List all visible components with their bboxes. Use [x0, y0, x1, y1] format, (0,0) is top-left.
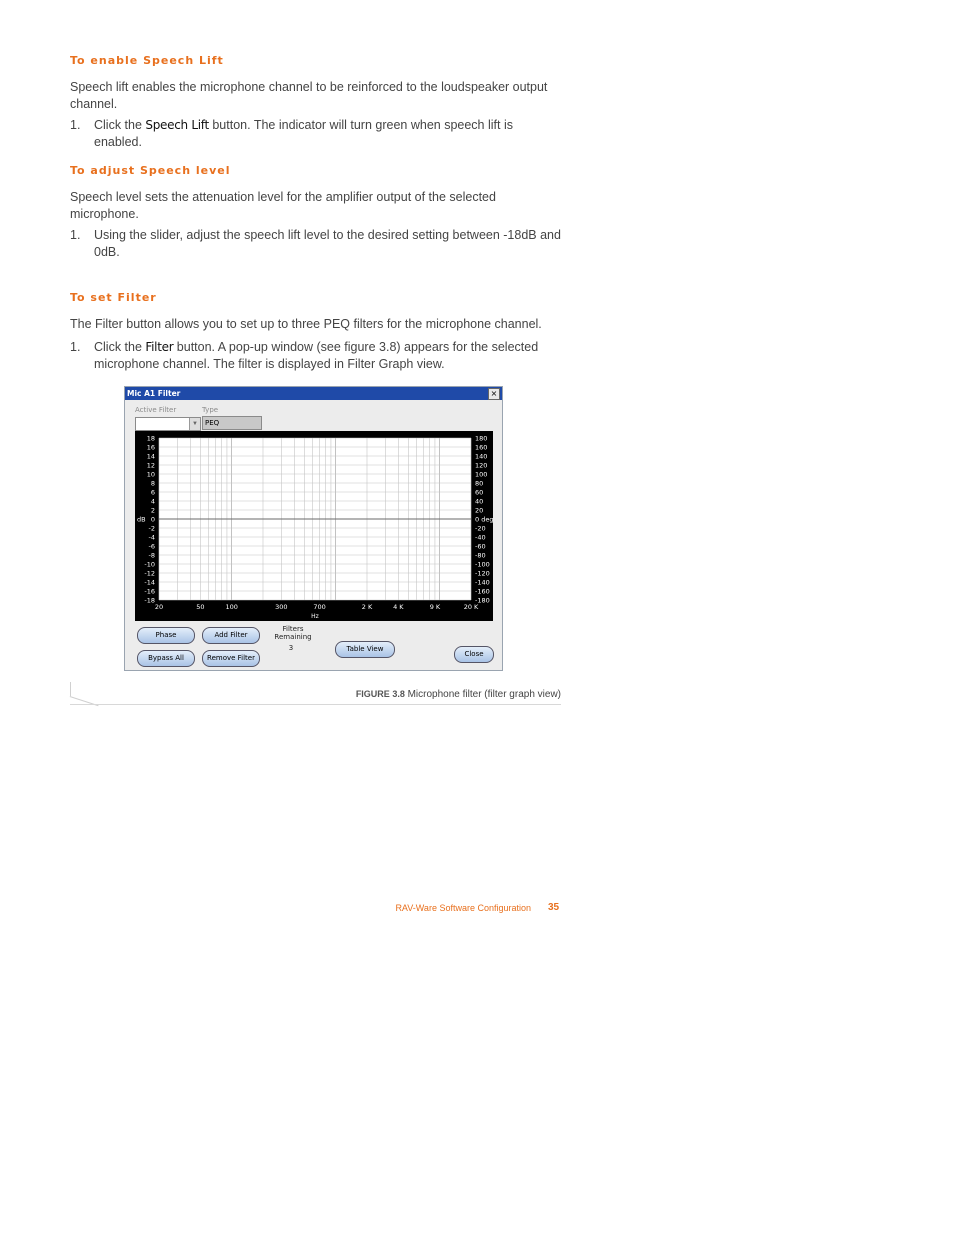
caption-rule	[70, 682, 71, 696]
close-icon[interactable]: ×	[488, 388, 500, 400]
y-tick-label: -12	[144, 569, 155, 578]
type-field: PEQ	[202, 416, 262, 430]
y-tick-label: -8	[148, 551, 155, 560]
y-tick-label: 8	[150, 479, 155, 488]
y-tick-label: 6	[150, 488, 155, 497]
active-filter-label: Active Filter	[135, 406, 177, 414]
step-number: 1.	[70, 228, 81, 242]
x-tick-label: 20 K	[463, 603, 479, 611]
x-axis-label: Hz	[311, 613, 319, 620]
y2-tick-label: -180	[475, 596, 490, 605]
y-tick-label: -2	[148, 524, 155, 533]
type-label: Type	[202, 406, 219, 414]
step-number: 1.	[70, 118, 81, 132]
section-heading-speech-lift: To enable Speech Lift	[70, 54, 224, 67]
section-body-filter: The Filter button allows you to set up to three PEQ filters for the microphone channel.	[70, 317, 542, 331]
figure-label: FIGURE 3.8	[355, 689, 405, 699]
step-text: Using the slider, adjust the speech lift level to the desired setting between -18dB and 0dB.	[94, 228, 561, 259]
y-tick-label: 18	[146, 434, 155, 443]
step-text: button. A pop-up window (see figure 3.8) appears for the selected microphone channel. The filter is displayed in Filter Graph view.	[94, 340, 539, 371]
y-tick-label: 10	[146, 470, 155, 479]
y2-tick-label: -20	[475, 524, 486, 533]
y-tick-label: -16	[144, 587, 155, 596]
x-tick-label: 2 K	[361, 603, 373, 611]
x-tick-label: 9 K	[429, 603, 441, 611]
ui-term-filter: Filter	[145, 340, 174, 354]
filters-remaining-label: Filters Remaining	[274, 625, 312, 641]
dialog-title: Mic A1 Filter	[127, 389, 181, 398]
filters-remaining-value: 3	[288, 644, 294, 652]
page-number: 35	[548, 902, 560, 913]
y-tick-label: -6	[148, 542, 155, 551]
y-tick-label: -10	[144, 560, 155, 569]
x-tick-label: 100	[225, 603, 238, 611]
step-filter	[70, 339, 564, 375]
filter-graph	[135, 431, 493, 621]
y-tick-label: -14	[144, 578, 155, 587]
x-tick-label: 50	[196, 603, 205, 611]
chevron-down-icon[interactable]: ▼	[189, 418, 200, 430]
y2-tick-label: 20	[475, 506, 484, 515]
x-tick-label: 700	[313, 603, 326, 611]
y-tick-label: -4	[148, 533, 155, 542]
y2-tick-label: 180	[475, 434, 488, 443]
ui-term-speech-lift: Speech Lift	[145, 118, 209, 132]
section-body-speech-level: Speech level sets the attenuation level for the amplifier output of the selected microphone.	[70, 190, 496, 221]
x-tick-label: 20	[154, 603, 164, 611]
remove-filter-button[interactable]: Remove Filter	[202, 650, 260, 667]
y2-tick-label: -60	[475, 542, 486, 551]
y2-tick-label: 80	[475, 479, 484, 488]
bypass-all-button[interactable]: Bypass All	[137, 650, 195, 667]
x-tick-label: 300	[275, 603, 288, 611]
step-speech-level	[70, 227, 564, 263]
section-heading-speech-level: To adjust Speech level	[70, 164, 231, 177]
phase-button[interactable]: Phase	[137, 627, 195, 644]
step-speech-lift	[70, 117, 564, 149]
add-filter-button[interactable]: Add Filter	[202, 627, 260, 644]
y-axis-label: dB	[137, 515, 146, 524]
figure-caption	[356, 689, 561, 700]
y2-tick-label: -160	[475, 587, 490, 596]
dialog-titlebar	[125, 387, 502, 400]
y2-tick-label: 60	[475, 488, 484, 497]
y-tick-label: 16	[146, 443, 155, 452]
y2-tick-label: -80	[475, 551, 486, 560]
y2-tick-label: 160	[475, 443, 488, 452]
y-tick-label: 14	[146, 452, 155, 461]
mic-filter-dialog	[124, 386, 503, 671]
y2-tick-label: -120	[475, 569, 490, 578]
x-tick-label: 4 K	[393, 603, 404, 611]
step-text: button. The indicator will turn green when speech lift is enabled.	[94, 118, 513, 149]
close-button[interactable]: Close	[454, 646, 494, 663]
figure-text: Microphone filter (filter graph view)	[404, 689, 561, 700]
y-tick-label: 2	[150, 506, 155, 515]
step-text: Click the	[94, 118, 146, 132]
step-number: 1.	[70, 340, 81, 354]
y2-tick-label: -40	[475, 533, 486, 542]
section-body-speech-lift: Speech lift enables the microphone channel to be reinforced to the loudspeaker output channel.	[70, 80, 548, 111]
y2-tick-label: 40	[475, 497, 484, 506]
table-view-button[interactable]: Table View	[335, 641, 395, 658]
filter-graph-svg	[135, 431, 493, 621]
y2-tick-label: -100	[475, 560, 490, 569]
footer-title: RAV-Ware Software Configuration	[395, 903, 531, 913]
section-heading-filter: To set Filter	[70, 291, 157, 304]
active-filter-select[interactable]	[135, 417, 201, 431]
y-tick-label: -18	[144, 596, 155, 605]
y2-tick-label: 140	[475, 452, 488, 461]
y-tick-label: 0	[150, 515, 155, 524]
y2-tick-label: -140	[475, 578, 490, 587]
caption-rule	[70, 704, 561, 705]
y2-tick-label: 0 deg	[475, 515, 493, 524]
y2-tick-label: 100	[475, 470, 488, 479]
step-text: Click the	[94, 340, 146, 354]
y-tick-label: 12	[146, 461, 155, 470]
y2-tick-label: 120	[475, 461, 488, 470]
y-tick-label: 4	[150, 497, 155, 506]
